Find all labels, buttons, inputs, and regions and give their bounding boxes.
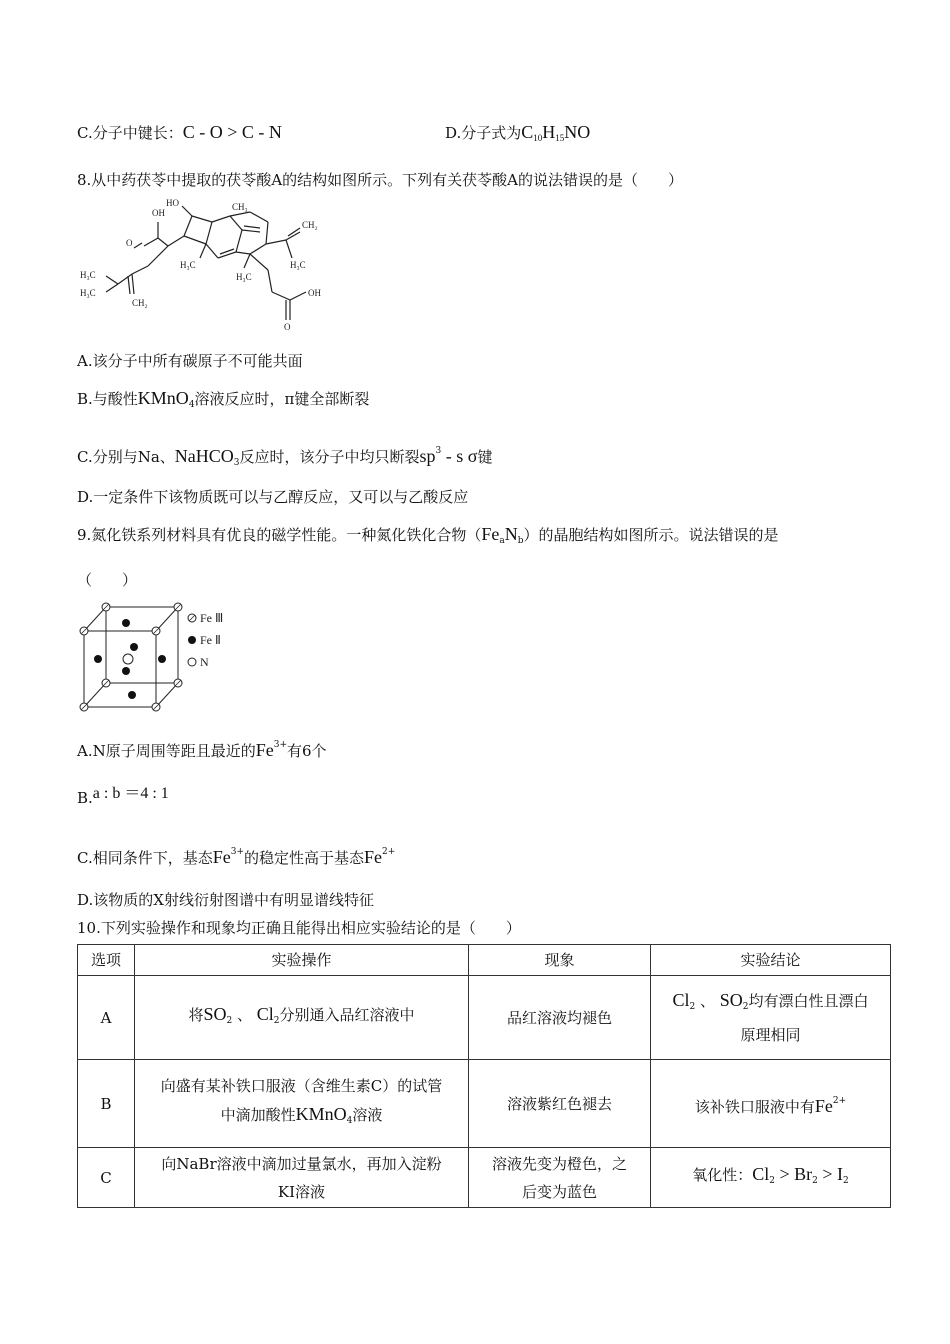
- molecular-formula: $C_{10}H_{15}NO$: [521, 122, 591, 143]
- svg-text:H₃C: H₃C: [180, 260, 196, 270]
- q8-option-a: A.该分子中所有碳原子不可能共面: [77, 352, 303, 370]
- svg-text:Fe Ⅲ: Fe Ⅲ: [200, 611, 224, 625]
- svg-text:N: N: [200, 655, 209, 669]
- svg-text:O: O: [126, 238, 133, 248]
- header-conclusion: 实验结论: [651, 945, 891, 976]
- svg-text:H₃C: H₃C: [236, 272, 252, 282]
- q7-option-c: C.分子中键长：C - O > C - N: [77, 122, 282, 142]
- svg-text:CH₂: CH₂: [132, 298, 148, 308]
- header-operation: 实验操作: [135, 945, 469, 976]
- bond-length-formula: C - O > C - N: [182, 122, 282, 142]
- table-header-row: [78, 945, 891, 976]
- q9-stem: 9.氮化铁系列材料具有优良的磁学性能。一种氮化铁化合物$(Fe_aN_b)$的晶胞结构如图所示。说法错误的是: [77, 524, 779, 546]
- svg-text:O: O: [284, 322, 291, 332]
- svg-text:H₃C: H₃C: [80, 288, 96, 298]
- q9-option-d: D.该物质的X射线衍射图谱中有明显谱线特征: [77, 891, 374, 909]
- svg-text:H₃C: H₃C: [80, 270, 96, 280]
- header-phenomenon: 现象: [469, 945, 651, 976]
- svg-text:CH₂: CH₂: [302, 220, 318, 230]
- q9-option-c: C.相同条件下，基态$Fe^{3+}$的稳定性高于基态$Fe^{2+}$: [77, 847, 396, 867]
- q8-option-d: D.一定条件下该物质既可以与乙醇反应，又可以与乙酸反应: [77, 488, 469, 506]
- experiment-table: [77, 944, 891, 1208]
- q8-stem: 8.从中药茯苓中提取的茯苓酸A的结构如图所示。下列有关茯苓酸A的说法错误的是（ ）: [77, 171, 683, 189]
- q9-option-a: A.N原子周围等距且最近的$Fe^{3+}$有6个: [77, 740, 327, 760]
- q7-option-d: D.分子式为$C_{10}H_{15}NO$: [445, 122, 591, 143]
- q9-option-b: B.a : b ＝4 : 1: [77, 785, 169, 807]
- q8-option-b: B.与酸性KMnO$_4$溶液反应时，π键全部断裂: [77, 388, 370, 410]
- svg-text:OH: OH: [308, 288, 321, 298]
- header-option: 选项: [78, 945, 135, 976]
- table-row: B 向盛有某补铁口服液（含维生素C）的试管 中滴加酸性KMnO$_4$溶液 溶液紫红色褪去 该补铁口服液中有$Fe^{2+}$: [78, 1060, 891, 1148]
- svg-text:CH₃: CH₃: [232, 202, 248, 212]
- table-row: C 向NaBr溶液中滴加过量氯水，再加入淀粉 KI溶液 溶液先变为橙色，之 后变为蓝色 氧化性：$Cl_2 > Br_2 > I_2$: [78, 1148, 891, 1208]
- q9-answer-paren: （ ）: [77, 571, 138, 589]
- table-row: A 将$SO_2$ 、 $Cl_2$分别通入品红溶液中 品红溶液均褪色 $Cl_2$ 、 $SO_2$均有漂白性且漂白 原理相同: [78, 976, 891, 1060]
- q8-option-c: C.分别与Na、NaHCO$_3$反应时，该分子中均只断裂$sp^3$ - s σ键: [77, 446, 493, 468]
- poricoic-acid-structure: [72, 196, 342, 336]
- svg-text:H₃C: H₃C: [290, 260, 306, 270]
- svg-text:HO: HO: [166, 198, 179, 208]
- svg-text:OH: OH: [152, 208, 165, 218]
- svg-text:Fe Ⅱ: Fe Ⅱ: [200, 633, 221, 647]
- q10-stem: 10.下列实验操作和现象均正确且能得出相应实验结论的是（ ）: [77, 919, 521, 937]
- crystal-cell-diagram: [76, 601, 251, 713]
